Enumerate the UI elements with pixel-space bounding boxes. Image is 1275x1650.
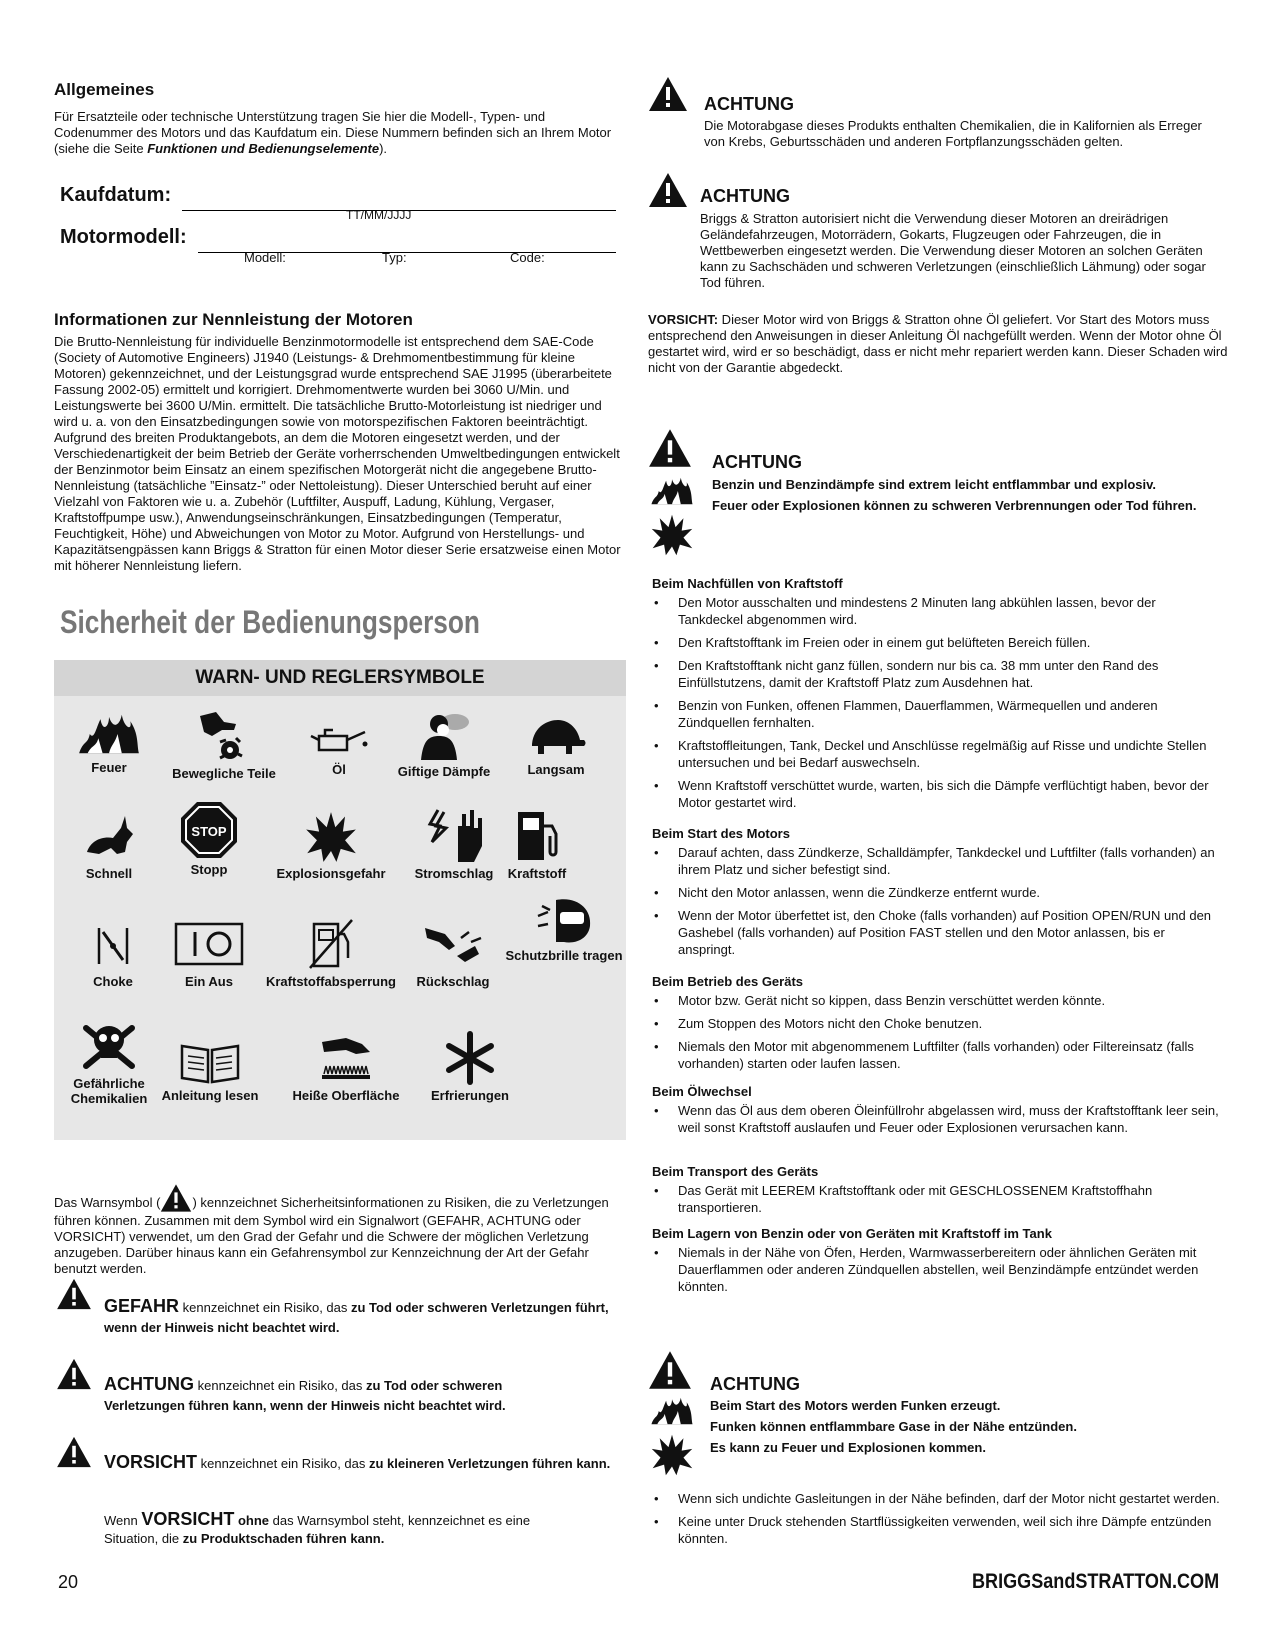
list-item: • Keine unter Druck stehenden Startflüssigkeiten verwenden, weil sich ihre Dämpfe entzünden könnten. [652,1513,1222,1547]
vorsicht-ohne-definition: Wenn VORSICHT ohne das Warnsymbol steht, kennzeichnet es eine Situation, die zu Produktschaden führen kann. [104,1509,531,1546]
warning-triangle-icon [648,428,692,468]
warning-triangle-icon [56,1436,92,1468]
symbol-langsam: Langsam [486,710,626,777]
symbol-stromschlag: Stromschlag [396,806,512,881]
warning-3-title: ACHTUNG [712,452,802,472]
toxic-fumes-icon [415,710,473,762]
list-transport [652,1182,1222,1222]
manual-book-icon [178,1040,242,1086]
heading-lagern: Beim Lagern von Benzin oder von Geräten mit Kraftstoff im Tank [652,1226,1052,1241]
vorsicht-definition: VORSICHT kennzeichnet ein Risiko, das zu kleineren Verletzungen führen kann. [104,1452,611,1472]
symbol-erfrierungen: Erfrierungen [406,1030,534,1103]
turtle-icon [524,710,588,760]
heading-start: Beim Start des Motors [652,826,790,841]
list-item: • Wenn sich undichte Gasleitungen in der Nähe befinden, darf der Motor nicht gestartet werden. [652,1490,1222,1507]
explosion-icon [650,1432,694,1478]
safety-goggles-icon [534,896,594,946]
kaufdatum-hint: TT/MM/JJJJ [346,208,412,222]
electric-shock-icon [424,806,484,864]
symbol-gefaehrliche-chemikalien: Gefährliche Chemikalien [54,1016,164,1106]
list-item: • Niemals den Motor mit abgenommenem Luftfilter (falls vorhanden) oder Filtereinsatz (falls vorhanden) starten oder laufen lassen. [652,1038,1222,1072]
choke-icon [93,920,133,972]
list-start [652,844,1222,964]
fuel-shutoff-icon [306,916,356,972]
symbol-bewegliche-teile: Bewegliche Teile [162,710,286,781]
list-nachfuellen [652,594,1222,817]
list-item: • Kraftstoffleitungen, Tank, Deckel und Anschlüsse regelmäßig auf Risse und undichte Stellen untersuchen und bei Bedarf auswechseln. [652,737,1222,771]
list-item: • Wenn Kraftstoff verschüttet wurde, warten, bis sich die Dämpfe verflüchtigt haben, bevor der Motor gestartet wird. [652,777,1222,811]
explosion-icon [650,512,694,558]
warning-4-line-1: Beim Start des Motors werden Funken erzeugt. [710,1398,1001,1413]
symbol-kraftstoffabsperrung: Kraftstoffabsperrung [258,916,404,989]
list-item: • Das Gerät mit LEEREM Kraftstofftank oder mit GESCHLOSSENEM Kraftstoffhahn transportieren. [652,1182,1222,1216]
kaufdatum-field[interactable] [182,184,616,211]
moving-parts-icon [196,710,252,764]
list-item: • Benzin von Funken, offenen Flammen, Dauerflammen, Wärmequellen und anderen Zündquellen fernhalten. [652,697,1222,731]
fuel-pump-icon [512,806,562,864]
vorsicht-oil-notice: VORSICHT: Dieser Motor wird von Briggs & Stratton ohne Öl geliefert. Vor Start des Motors muss entsprechend den Anweisungen in dieser Anleitung Öl nachgefüllt werden. Wenn der Motor ohne Öl gestartet wird, wird er so beschädigt, dass er nicht mehr repariert werden kann. Dieser Schaden wird nicht von der Garantie abgedeckt. [648,312,1228,375]
list-item: • Nicht den Motor anlassen, wenn die Zündkerze entfernt wurde. [652,884,1222,901]
heading-nachfuellen: Beim Nachfüllen von Kraftstoff [652,576,843,591]
explosion-icon [303,810,359,864]
warning-3-line-1: Benzin und Benzindämpfe sind extrem leicht entflammbar und explosiv. [712,477,1156,492]
nennleistung-text: Die Brutto-Nennleistung für individuelle Benzinmotormodelle ist entsprechend dem SAE-Code (Society of Automotive Engineers) J1940 (Leistungs- & Drehmomentbestimmung für kleine Motoren) gekennzeichnet, und der Leistungsgrad wurde entsprechend SAE J1995 (überarbeitete Fassung 2002-05) ermittelt und korrigiert. Drehmomentwerte wurden bei 3060 U/Min. und Leistungswerte bei 3600 U/Min. ermittelt. Die tatsächliche Brutto-Motorleistung ist niedriger und wird u. a. von den Einsatzbedingungen sowie von motorspezifischen Faktoren beeinträchtigt. Aufgrund des breiten Produktangebots, an dem die Motoren eingesetzt werden, und der Verschiedenartigkeit der beim Betrieb der Geräte vorherrschenden Umweltbedingungen entwickelt der Benzinmotor beim Einsatz an einem spezifischen Motorgerät nicht die angegebene Brutto-Nennleistung (tatsächliche ”Einsatz-” oder Nettoleistung). Dieser Unterschied beruht auf einer Vielzahl von Faktoren wie u. a. Zubehör (Luftfilter, Auspuff, Ladung, Kühlung, Vergaser, Kraftstoffpumpe usw.), Anwendungseinschränkungen, Einsatzbedingungen (Temperatur, Feuchtigkeit, Höhe) und Abweichungen von Motor zu Motor. Aufgrund von Herstellungs- und Kapazitätsengpässen kann Briggs & Stratton für einen Motor dieser Serie ersatzweise einen Motor mit höherer Nennleistung liefern. [54,334,621,573]
fire-icon [650,1394,694,1428]
warning-triangle-icon [648,76,688,112]
rabbit-icon [81,814,137,864]
warning-4-line-3: Es kann zu Feuer und Explosionen kommen. [710,1440,986,1455]
symbol-kraftstoff: Kraftstoff [482,806,592,881]
symbol-ein-aus: Ein Aus [154,916,264,989]
list-item: • Wenn der Motor überfettet ist, den Choke (falls vorhanden) auf Position OPEN/RUN und den Gashebel (falls vorhanden) auf Position FAST stellen und den Motor anlassen, bis er anspringt. [652,907,1222,958]
symbol-choke: Choke [58,920,168,989]
kickback-icon [421,916,485,972]
symbol-heisse-oberflaeche: Heiße Oberfläche [276,1030,416,1103]
list-item: • Den Kraftstofftank nicht ganz füllen, sondern nur bis ca. 38 mm unter den Rand des Einfüllstutzens, damit der Kraftstoff Platz zum Ausdehnen hat. [652,657,1222,691]
warning-4-title: ACHTUNG [710,1374,800,1394]
allgemeines-title: Allgemeines [54,80,155,99]
gefahr-definition: GEFAHR kennzeichnet ein Risiko, das zu Tod oder schweren Verletzungen führt, wenn der Hinweis nicht beachtet wird. [104,1296,609,1335]
symbol-explosionsgefahr: Explosionsgefahr [258,810,404,881]
warning-4-line-2: Funken können entflammbare Gase in der Nähe entzünden. [710,1419,1077,1434]
warning-triangle-icon [56,1278,92,1310]
list-item: • Niemals in der Nähe von Öfen, Herden, Warmwasserbereitern oder ähnlichen Geräten mit Dauerflammen oder anderen Zündquellen abstellen, weil Benzindämpfe entzündet werden könnten. [652,1244,1222,1295]
oil-can-icon [307,710,371,760]
warning-3-line-2: Feuer oder Explosionen können zu schweren Verbrennungen oder Tod führen. [712,498,1197,513]
list-item: • Wenn das Öl aus dem oberen Öleinfüllrohr abgelassen wird, muss der Kraftstofftank leer sein, weil sonst Kraftstoff auslaufen und Feuer oder Explosionen verursachen kann. [652,1102,1222,1136]
hot-surface-icon [316,1030,376,1086]
snowflake-icon [442,1030,498,1086]
warning-1-text: Die Motorabgase dieses Produkts enthalten Chemikalien, die in Kalifornien als Erreger von Krebs, Geburtsschäden und anderen Fortpflanzungsschäden gelten. [704,118,1202,149]
website-link[interactable]: BRIGGSandSTRATTON.COM [972,1570,1220,1593]
symbols-panel-title: WARN- UND REGLERSYMBOLE [54,660,626,696]
symbol-giftige-daempfe: Giftige Dämpfe [380,710,508,779]
list-lagern [652,1244,1222,1301]
fire-icon [650,474,694,508]
kaufdatum-label: Kaufdatum: [60,184,172,206]
modell-hint: Modell: [244,250,286,265]
symbol-oel: Öl [284,710,394,777]
stop-sign-icon [179,800,239,860]
on-off-icon [173,916,245,972]
list-betrieb [652,992,1222,1078]
list-item: • Motor bzw. Gerät nicht so kippen, dass Benzin verschüttet werden könnte. [652,992,1222,1009]
stop-sign-text: STOP [191,824,227,839]
symbol-anleitung-lesen: Anleitung lesen [152,1040,268,1103]
allgemeines-text: Für Ersatzteile oder technische Unterstützung tragen Sie hier die Modell-, Typen- und Codenummer des Motors und das Kaufdatum ein. Diese Nummern befinden sich an Ihrem Motor (siehe die Seite Funktionen und Bedienungselemente). [54,109,612,156]
achtung-definition: ACHTUNG kennzeichnet ein Risiko, das zu Tod oder schweren Verletzungen führen kann, wenn der Hinweis nicht beachtet wird. [104,1374,506,1413]
typ-hint: Typ: [382,250,407,265]
warning-1-title: ACHTUNG [704,94,794,114]
warning-triangle-icon [160,1183,192,1213]
warning-2-title: ACHTUNG [700,186,790,206]
list-item: • Darauf achten, dass Zündkerze, Schalldämpfer, Tankdeckel und Luftfilter (falls vorhanden) an ihrem Platz und sicher befestigt sind. [652,844,1222,878]
symbol-feuer: Feuer [54,710,164,775]
heading-oelwechsel: Beim Ölwechsel [652,1084,752,1099]
symbol-schnell: Schnell [54,814,164,881]
motormodell-label: Motormodell: [60,226,187,248]
warning-triangle-icon [648,172,688,208]
heading-betrieb: Beim Betrieb des Geräts [652,974,804,989]
nennleistung-title: Informationen zur Nennleistung der Motoren [54,310,413,329]
page-number: 20 [58,1572,79,1592]
motormodell-field[interactable] [198,226,616,253]
list-oelwechsel [652,1102,1222,1142]
section-title: Sicherheit der Bedienungsperson [60,604,480,640]
symbols-panel [54,660,626,1140]
list-final [652,1490,1222,1553]
warning-triangle-icon [56,1358,92,1390]
warning-2-text: Briggs & Stratton autorisiert nicht die Verwendung dieser Motoren an dreirädrigen Geländefahrzeugen, Motorrädern, Gokarts, Flugzeugen oder Fahrzeugen, die in Wettbewerben eingesetzt werden. Die Verwendung dieser Motoren an solchen Geräten kann zu Sachschäden und schweren Verletzungen (einschließlich Lähmung) oder sogar Tod führen. [700,211,1206,290]
warning-triangle-icon [648,1350,692,1390]
skull-crossbones-icon [80,1016,138,1074]
heading-transport: Beim Transport des Geräts [652,1164,819,1179]
list-item: • Den Kraftstofftank im Freien oder in einem gut belüfteten Bereich füllen. [652,634,1222,651]
warnsymbol-text: Das Warnsymbol ( ) kennzeichnet Sicherheitsinformationen zu Risiken, die zu Verletzungen führen können. Zusammen mit dem Symbol wird ein Signalwort (GEFAHR, ACHTUNG oder VORSICHT) verwendet, um den Grad der Gefahr und die Schwere der möglichen Verletzung anzugeben. Darüber hinaus kann ein Gefahrensymbol zur Kennzeichnung der Art der Gefahr benutzt werden. [54,1183,624,1277]
list-item: • Den Motor ausschalten und mindestens 2 Minuten lang abkühlen lassen, bevor der Tankdeckel abgenommen wird. [652,594,1222,628]
symbol-schutzbrille: Schutzbrille tragen [494,896,634,963]
list-item: • Zum Stoppen des Motors nicht den Choke benutzen. [652,1015,1222,1032]
code-hint: Code: [510,250,545,265]
symbol-stopp: STOP Stopp [154,800,264,877]
fire-icon [77,710,141,758]
symbol-rueckschlag: Rückschlag [398,916,508,989]
